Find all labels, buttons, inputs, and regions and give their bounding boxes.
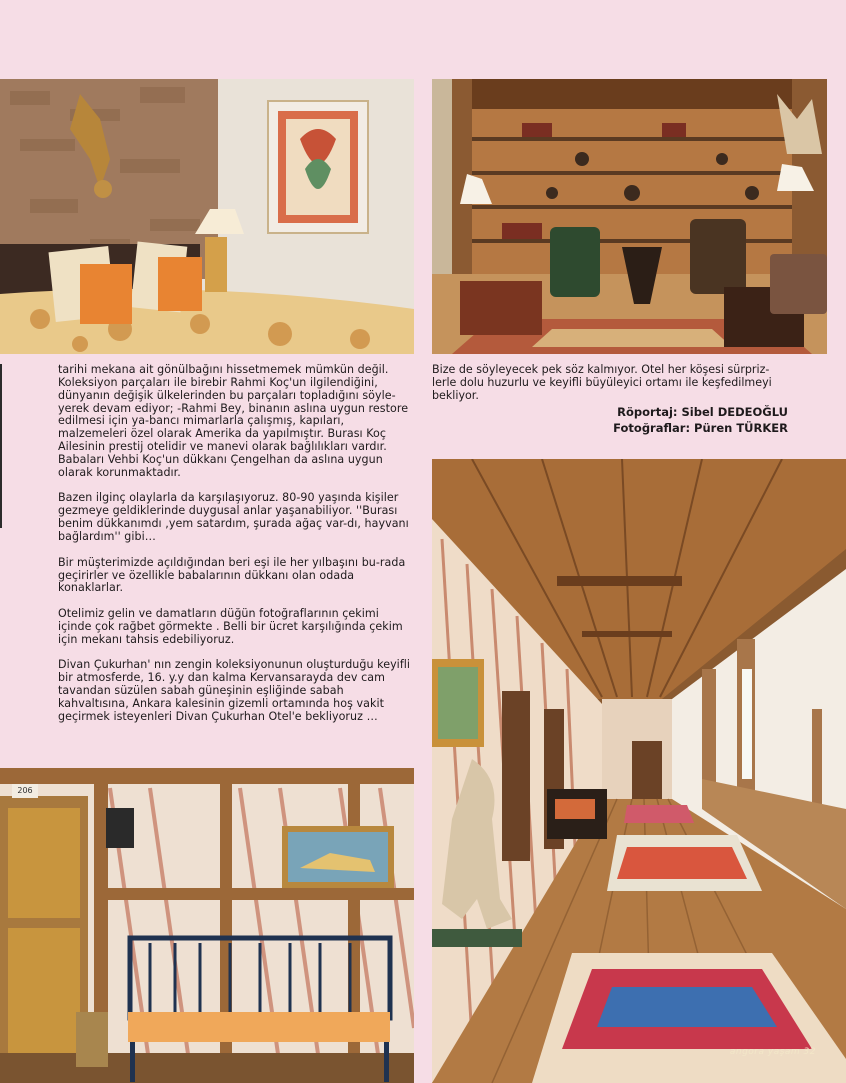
article-paragraph: Bazen ilginç olaylarla da karşılaşıyoruz. 80-90 yaşında kişiler gezmeye geldiklerinde duygusal anlar yaşanabiliyor. ''Burası benim dükkanımdı ,yem satardım, şurada ağaç var-dı, hayvanı bağlardım'' gibi…	[58, 491, 409, 543]
photo-credit: Fotoğraflar: Püren TÜRKER	[613, 420, 788, 435]
page-folio: angora yaşam 32	[729, 1047, 816, 1057]
interview-credit: Röportaj: Sibel DEDEOĞLU	[617, 405, 788, 419]
library-photo	[432, 79, 827, 354]
article-body-left	[58, 364, 414, 736]
column-rule	[0, 364, 2, 528]
hallway-bench-photo	[0, 768, 414, 1083]
article-paragraph: Otelimiz gelin ve damatların düğün fotoğraflarının çekimi içinde çok rağbet görmekte . Belli bir ücret karşılığında çekim için mekanı tahsis edebiliyoruz.	[58, 607, 403, 646]
corridor-photo	[432, 459, 846, 1083]
credits	[613, 405, 788, 436]
article-paragraph: Bize de söyleyecek pek söz kalmıyor. Otel her köşesi sürpriz-lerle dolu huzurlu ve keyifli büyüleyici ortamı ile keşfedilmeyi bekliyor.	[432, 363, 772, 402]
room-number-plate: 206	[17, 786, 33, 795]
article-paragraph: tarihi mekana ait gönülbağını hissetmemek mümkün değil. Koleksiyon parçaları ile birebir Rahmi Koç'un ilgilendiğini, dünyanın değişik ülkelerinden bu parçaları topladığını söyle-yerek devam ediyor; -Rahmi Bey, binanın aslına uygun restore edilmesi için ya-bancı mimarlarla çalışmış, kapıları, malzemeleri özel olarak Amerika da yapılmıştır. Burası Koç Ailesinin prestij otelidir ve manevi olarak bağlılıkları vardır. Babaları Vehbi Koç'un dükkanı Çengelhan da aslına uygun olarak korunmaktadır.	[58, 363, 409, 479]
article-paragraph: Divan Çukurhan' nın zengin koleksiyonunun oluşturduğu keyifli bir atmosferde, 16. y.y dan kalma Kervansarayda dev cam tavandan süzülen sabah güneşinin eşliğinde sabah kahvaltısına, Ankara kalesinin gizemli ortamında hoş vakit geçirmek isteyenleri Divan Çukurhan Otel'e bekliyoruz …	[58, 658, 411, 723]
article-body-right	[432, 364, 784, 403]
article-paragraph: Bir müşterimizde açıldığından beri eşi ile her yılbaşını bu-rada geçirirler ve özellikle babalarının dükkanı olan odada konaklarlar.	[58, 555, 406, 595]
bedroom-photo	[0, 79, 414, 354]
